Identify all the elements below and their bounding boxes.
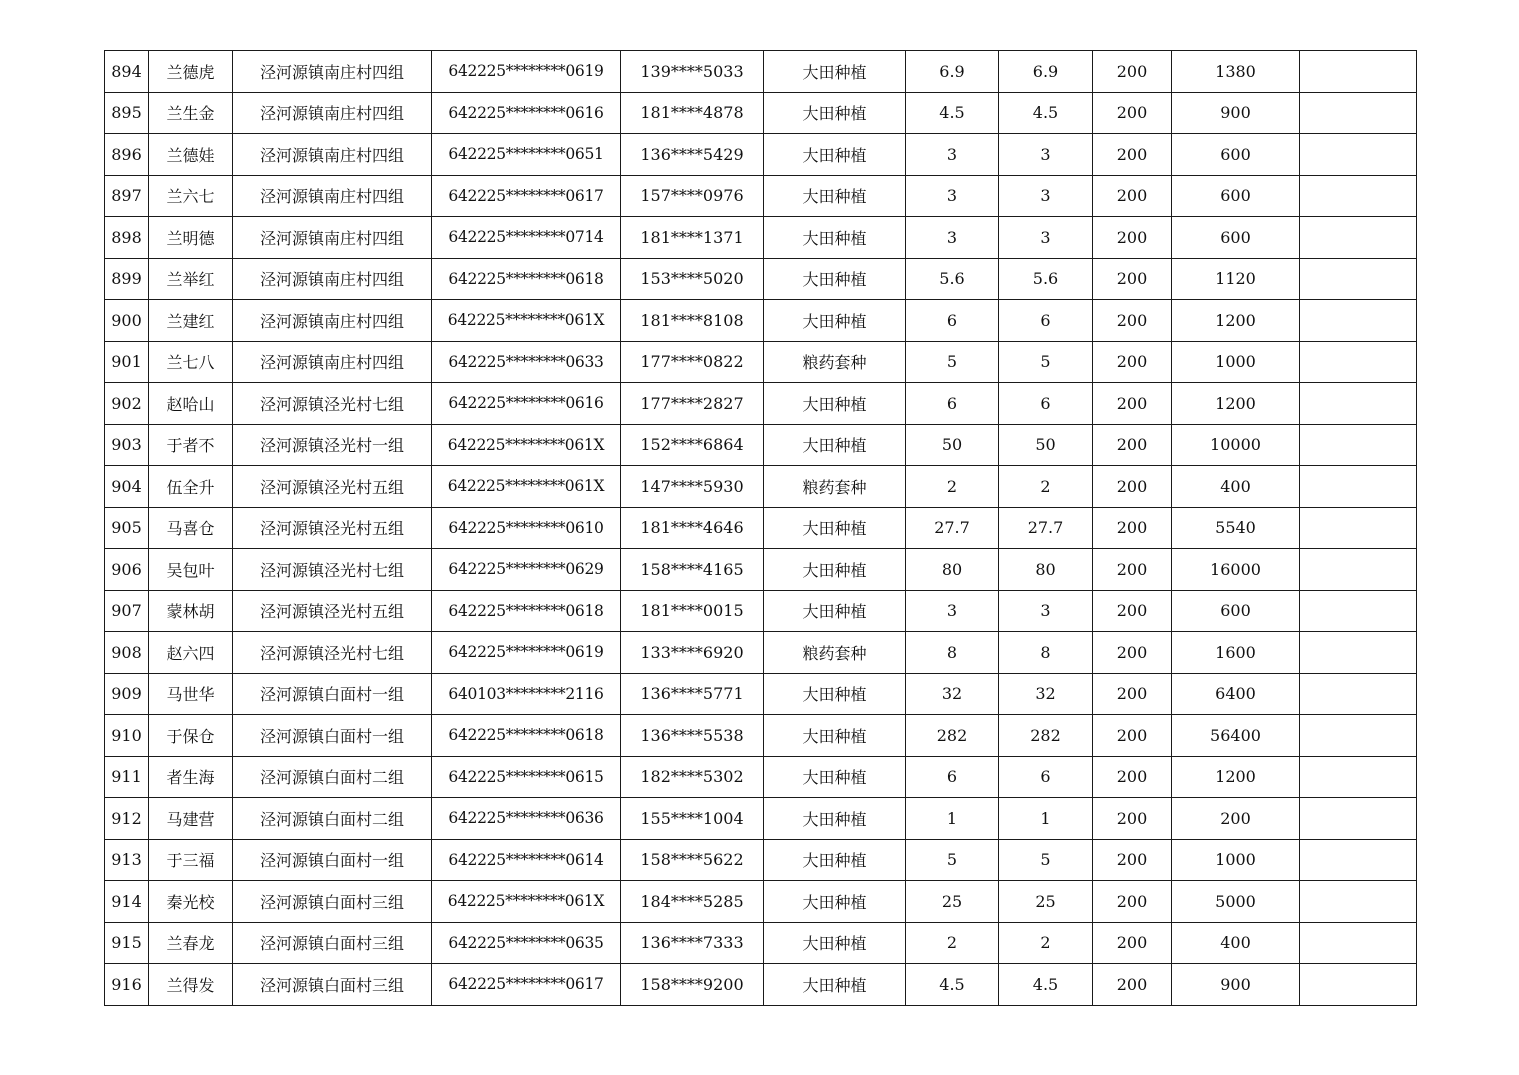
- cell-subsidy-amount: 5000: [1172, 881, 1300, 923]
- cell-index: 908: [105, 632, 149, 674]
- cell-address: 泾河源镇南庄村四组: [233, 217, 432, 259]
- cell-address: 泾河源镇南庄村四组: [233, 175, 432, 217]
- cell-name: 兰六七: [149, 175, 233, 217]
- cell-subsidy-rate: 200: [1093, 964, 1172, 1006]
- cell-remark: [1300, 341, 1417, 383]
- cell-verified-area: 5: [999, 839, 1093, 881]
- cell-planting-type: 大田种植: [764, 134, 906, 176]
- cell-phone: 153****5020: [621, 258, 764, 300]
- cell-id-number: 642225********0714: [432, 217, 621, 259]
- cell-address: 泾河源镇白面村二组: [233, 756, 432, 798]
- cell-planting-type: 大田种植: [764, 964, 906, 1006]
- cell-id-number: 642225********0617: [432, 175, 621, 217]
- cell-index: 912: [105, 798, 149, 840]
- cell-planting-type: 大田种植: [764, 839, 906, 881]
- cell-index: 914: [105, 881, 149, 923]
- cell-subsidy-rate: 200: [1093, 715, 1172, 757]
- cell-address: 泾河源镇南庄村四组: [233, 134, 432, 176]
- cell-remark: [1300, 798, 1417, 840]
- cell-verified-area: 5.6: [999, 258, 1093, 300]
- cell-id-number: 640103********2116: [432, 673, 621, 715]
- cell-verified-area: 3: [999, 175, 1093, 217]
- cell-name: 兰德娃: [149, 134, 233, 176]
- cell-id-number: 642225********0618: [432, 590, 621, 632]
- cell-address: 泾河源镇南庄村四组: [233, 51, 432, 93]
- cell-subsidy-rate: 200: [1093, 507, 1172, 549]
- cell-name: 赵哈山: [149, 383, 233, 425]
- cell-verified-area: 32: [999, 673, 1093, 715]
- cell-planting-type: 大田种植: [764, 175, 906, 217]
- cell-index: 907: [105, 590, 149, 632]
- cell-phone: 136****7333: [621, 922, 764, 964]
- table-row: [105, 632, 1417, 674]
- cell-address: 泾河源镇白面村三组: [233, 964, 432, 1006]
- cell-index: 899: [105, 258, 149, 300]
- cell-id-number: 642225********0610: [432, 507, 621, 549]
- cell-planting-type: 大田种植: [764, 383, 906, 425]
- cell-planting-type: 粮药套种: [764, 466, 906, 508]
- cell-address: 泾河源镇泾光村七组: [233, 632, 432, 674]
- cell-area: 3: [906, 590, 999, 632]
- cell-index: 904: [105, 466, 149, 508]
- cell-area: 3: [906, 175, 999, 217]
- cell-name: 马世华: [149, 673, 233, 715]
- cell-name: 于三福: [149, 839, 233, 881]
- cell-phone: 147****5930: [621, 466, 764, 508]
- cell-area: 6: [906, 756, 999, 798]
- cell-planting-type: 大田种植: [764, 673, 906, 715]
- cell-index: 896: [105, 134, 149, 176]
- cell-subsidy-amount: 600: [1172, 175, 1300, 217]
- cell-area: 5: [906, 839, 999, 881]
- cell-subsidy-amount: 600: [1172, 134, 1300, 176]
- cell-verified-area: 4.5: [999, 964, 1093, 1006]
- cell-area: 5: [906, 341, 999, 383]
- cell-phone: 182****5302: [621, 756, 764, 798]
- cell-address: 泾河源镇白面村二组: [233, 798, 432, 840]
- cell-area: 3: [906, 134, 999, 176]
- cell-remark: [1300, 424, 1417, 466]
- table-row: [105, 673, 1417, 715]
- cell-id-number: 642225********0651: [432, 134, 621, 176]
- cell-id-number: 642225********061X: [432, 300, 621, 342]
- cell-planting-type: 大田种植: [764, 51, 906, 93]
- cell-name: 兰七八: [149, 341, 233, 383]
- cell-verified-area: 1: [999, 798, 1093, 840]
- cell-address: 泾河源镇白面村三组: [233, 922, 432, 964]
- cell-name: 马建营: [149, 798, 233, 840]
- cell-id-number: 642225********0617: [432, 964, 621, 1006]
- cell-area: 8: [906, 632, 999, 674]
- cell-planting-type: 大田种植: [764, 756, 906, 798]
- cell-address: 泾河源镇泾光村七组: [233, 383, 432, 425]
- cell-index: 902: [105, 383, 149, 425]
- table-row: [105, 839, 1417, 881]
- cell-subsidy-rate: 200: [1093, 466, 1172, 508]
- cell-remark: [1300, 300, 1417, 342]
- cell-id-number: 642225********0618: [432, 258, 621, 300]
- cell-phone: 136****5538: [621, 715, 764, 757]
- cell-planting-type: 大田种植: [764, 715, 906, 757]
- cell-name: 兰举红: [149, 258, 233, 300]
- cell-subsidy-amount: 1200: [1172, 756, 1300, 798]
- cell-subsidy-amount: 600: [1172, 590, 1300, 632]
- cell-planting-type: 大田种植: [764, 798, 906, 840]
- cell-area: 1: [906, 798, 999, 840]
- cell-verified-area: 27.7: [999, 507, 1093, 549]
- cell-phone: 177****0822: [621, 341, 764, 383]
- cell-index: 898: [105, 217, 149, 259]
- table-row: [105, 466, 1417, 508]
- cell-remark: [1300, 632, 1417, 674]
- cell-id-number: 642225********061X: [432, 881, 621, 923]
- cell-verified-area: 80: [999, 549, 1093, 591]
- cell-subsidy-amount: 200: [1172, 798, 1300, 840]
- cell-subsidy-amount: 56400: [1172, 715, 1300, 757]
- cell-remark: [1300, 590, 1417, 632]
- cell-address: 泾河源镇南庄村四组: [233, 300, 432, 342]
- cell-remark: [1300, 756, 1417, 798]
- cell-verified-area: 4.5: [999, 92, 1093, 134]
- cell-area: 4.5: [906, 964, 999, 1006]
- cell-subsidy-amount: 1200: [1172, 383, 1300, 425]
- cell-subsidy-rate: 200: [1093, 92, 1172, 134]
- table-row: [105, 922, 1417, 964]
- cell-index: 903: [105, 424, 149, 466]
- cell-subsidy-amount: 900: [1172, 92, 1300, 134]
- cell-remark: [1300, 507, 1417, 549]
- table-row: [105, 964, 1417, 1006]
- cell-id-number: 642225********061X: [432, 466, 621, 508]
- cell-address: 泾河源镇南庄村四组: [233, 92, 432, 134]
- cell-planting-type: 大田种植: [764, 549, 906, 591]
- table-row: [105, 341, 1417, 383]
- cell-index: 900: [105, 300, 149, 342]
- cell-subsidy-amount: 900: [1172, 964, 1300, 1006]
- cell-area: 2: [906, 466, 999, 508]
- cell-name: 吴包叶: [149, 549, 233, 591]
- cell-address: 泾河源镇泾光村五组: [233, 507, 432, 549]
- cell-area: 4.5: [906, 92, 999, 134]
- cell-subsidy-amount: 6400: [1172, 673, 1300, 715]
- cell-name: 兰建红: [149, 300, 233, 342]
- cell-index: 913: [105, 839, 149, 881]
- cell-subsidy-rate: 200: [1093, 51, 1172, 93]
- cell-area: 3: [906, 217, 999, 259]
- cell-planting-type: 大田种植: [764, 881, 906, 923]
- cell-address: 泾河源镇南庄村四组: [233, 258, 432, 300]
- table-row: [105, 258, 1417, 300]
- cell-id-number: 642225********0616: [432, 92, 621, 134]
- cell-index: 905: [105, 507, 149, 549]
- cell-planting-type: 粮药套种: [764, 341, 906, 383]
- cell-verified-area: 282: [999, 715, 1093, 757]
- cell-remark: [1300, 134, 1417, 176]
- cell-id-number: 642225********061X: [432, 424, 621, 466]
- cell-index: 909: [105, 673, 149, 715]
- cell-planting-type: 大田种植: [764, 424, 906, 466]
- cell-address: 泾河源镇南庄村四组: [233, 341, 432, 383]
- cell-name: 蒙林胡: [149, 590, 233, 632]
- cell-name: 伍全升: [149, 466, 233, 508]
- cell-remark: [1300, 466, 1417, 508]
- cell-subsidy-rate: 200: [1093, 383, 1172, 425]
- cell-phone: 158****5622: [621, 839, 764, 881]
- table-row: [105, 507, 1417, 549]
- cell-planting-type: 大田种植: [764, 507, 906, 549]
- cell-remark: [1300, 383, 1417, 425]
- cell-subsidy-rate: 200: [1093, 300, 1172, 342]
- data-table: [104, 50, 1417, 1006]
- cell-index: 895: [105, 92, 149, 134]
- cell-phone: 136****5429: [621, 134, 764, 176]
- cell-remark: [1300, 51, 1417, 93]
- cell-verified-area: 2: [999, 466, 1093, 508]
- cell-subsidy-rate: 200: [1093, 673, 1172, 715]
- cell-remark: [1300, 217, 1417, 259]
- cell-area: 6: [906, 383, 999, 425]
- cell-area: 27.7: [906, 507, 999, 549]
- cell-area: 6.9: [906, 51, 999, 93]
- table-row: [105, 92, 1417, 134]
- cell-address: 泾河源镇白面村一组: [233, 673, 432, 715]
- table-row: [105, 134, 1417, 176]
- cell-address: 泾河源镇白面村一组: [233, 715, 432, 757]
- cell-subsidy-rate: 200: [1093, 590, 1172, 632]
- cell-name: 兰春龙: [149, 922, 233, 964]
- cell-remark: [1300, 922, 1417, 964]
- cell-phone: 133****6920: [621, 632, 764, 674]
- cell-index: 897: [105, 175, 149, 217]
- cell-planting-type: 大田种植: [764, 300, 906, 342]
- cell-area: 5.6: [906, 258, 999, 300]
- cell-name: 赵六四: [149, 632, 233, 674]
- cell-subsidy-amount: 600: [1172, 217, 1300, 259]
- cell-address: 泾河源镇泾光村七组: [233, 549, 432, 591]
- cell-id-number: 642225********0633: [432, 341, 621, 383]
- cell-subsidy-amount: 1600: [1172, 632, 1300, 674]
- table-row: [105, 51, 1417, 93]
- cell-subsidy-rate: 200: [1093, 341, 1172, 383]
- cell-subsidy-rate: 200: [1093, 549, 1172, 591]
- cell-address: 泾河源镇泾光村五组: [233, 590, 432, 632]
- cell-area: 50: [906, 424, 999, 466]
- cell-remark: [1300, 673, 1417, 715]
- table-row: [105, 175, 1417, 217]
- cell-verified-area: 6: [999, 383, 1093, 425]
- table-row: [105, 549, 1417, 591]
- cell-id-number: 642225********0615: [432, 756, 621, 798]
- cell-subsidy-amount: 5540: [1172, 507, 1300, 549]
- cell-name: 兰得发: [149, 964, 233, 1006]
- cell-verified-area: 8: [999, 632, 1093, 674]
- cell-phone: 139****5033: [621, 51, 764, 93]
- cell-subsidy-rate: 200: [1093, 134, 1172, 176]
- cell-remark: [1300, 175, 1417, 217]
- cell-name: 马喜仓: [149, 507, 233, 549]
- cell-subsidy-amount: 1120: [1172, 258, 1300, 300]
- table-row: [105, 715, 1417, 757]
- cell-index: 910: [105, 715, 149, 757]
- cell-verified-area: 3: [999, 590, 1093, 632]
- table-row: [105, 217, 1417, 259]
- cell-id-number: 642225********0619: [432, 632, 621, 674]
- cell-index: 916: [105, 964, 149, 1006]
- cell-subsidy-rate: 200: [1093, 175, 1172, 217]
- cell-area: 6: [906, 300, 999, 342]
- cell-subsidy-amount: 400: [1172, 922, 1300, 964]
- cell-remark: [1300, 549, 1417, 591]
- cell-id-number: 642225********0616: [432, 383, 621, 425]
- cell-verified-area: 6: [999, 300, 1093, 342]
- cell-subsidy-rate: 200: [1093, 258, 1172, 300]
- cell-planting-type: 大田种植: [764, 92, 906, 134]
- cell-index: 906: [105, 549, 149, 591]
- table-row: [105, 798, 1417, 840]
- cell-name: 者生海: [149, 756, 233, 798]
- cell-subsidy-amount: 1200: [1172, 300, 1300, 342]
- cell-phone: 155****1004: [621, 798, 764, 840]
- cell-phone: 181****0015: [621, 590, 764, 632]
- cell-index: 911: [105, 756, 149, 798]
- cell-subsidy-amount: 400: [1172, 466, 1300, 508]
- cell-area: 25: [906, 881, 999, 923]
- cell-name: 于保仓: [149, 715, 233, 757]
- cell-subsidy-rate: 200: [1093, 424, 1172, 466]
- table-row: [105, 383, 1417, 425]
- cell-verified-area: 6.9: [999, 51, 1093, 93]
- cell-subsidy-amount: 1000: [1172, 341, 1300, 383]
- cell-name: 秦光校: [149, 881, 233, 923]
- table-row: [105, 424, 1417, 466]
- cell-remark: [1300, 92, 1417, 134]
- cell-verified-area: 25: [999, 881, 1093, 923]
- cell-phone: 181****4646: [621, 507, 764, 549]
- cell-address: 泾河源镇白面村一组: [233, 839, 432, 881]
- cell-subsidy-rate: 200: [1093, 839, 1172, 881]
- cell-subsidy-amount: 1380: [1172, 51, 1300, 93]
- cell-subsidy-rate: 200: [1093, 922, 1172, 964]
- cell-phone: 181****4878: [621, 92, 764, 134]
- cell-subsidy-amount: 1000: [1172, 839, 1300, 881]
- cell-phone: 181****1371: [621, 217, 764, 259]
- cell-index: 894: [105, 51, 149, 93]
- cell-area: 282: [906, 715, 999, 757]
- table-row: [105, 756, 1417, 798]
- cell-phone: 136****5771: [621, 673, 764, 715]
- cell-verified-area: 50: [999, 424, 1093, 466]
- cell-phone: 152****6864: [621, 424, 764, 466]
- cell-planting-type: 大田种植: [764, 590, 906, 632]
- cell-subsidy-rate: 200: [1093, 798, 1172, 840]
- cell-planting-type: 粮药套种: [764, 632, 906, 674]
- cell-phone: 158****9200: [621, 964, 764, 1006]
- cell-verified-area: 3: [999, 217, 1093, 259]
- cell-subsidy-rate: 200: [1093, 756, 1172, 798]
- cell-phone: 177****2827: [621, 383, 764, 425]
- cell-remark: [1300, 881, 1417, 923]
- cell-id-number: 642225********0636: [432, 798, 621, 840]
- cell-remark: [1300, 258, 1417, 300]
- cell-address: 泾河源镇泾光村一组: [233, 424, 432, 466]
- cell-subsidy-amount: 16000: [1172, 549, 1300, 591]
- cell-address: 泾河源镇泾光村五组: [233, 466, 432, 508]
- cell-verified-area: 2: [999, 922, 1093, 964]
- cell-area: 80: [906, 549, 999, 591]
- cell-phone: 184****5285: [621, 881, 764, 923]
- cell-remark: [1300, 715, 1417, 757]
- cell-verified-area: 3: [999, 134, 1093, 176]
- cell-planting-type: 大田种植: [764, 258, 906, 300]
- cell-phone: 181****8108: [621, 300, 764, 342]
- cell-remark: [1300, 964, 1417, 1006]
- cell-index: 915: [105, 922, 149, 964]
- cell-verified-area: 5: [999, 341, 1093, 383]
- cell-index: 901: [105, 341, 149, 383]
- cell-subsidy-rate: 200: [1093, 217, 1172, 259]
- cell-name: 兰明德: [149, 217, 233, 259]
- cell-id-number: 642225********0635: [432, 922, 621, 964]
- table-row: [105, 881, 1417, 923]
- cell-remark: [1300, 839, 1417, 881]
- cell-id-number: 642225********0619: [432, 51, 621, 93]
- cell-planting-type: 大田种植: [764, 922, 906, 964]
- cell-subsidy-rate: 200: [1093, 632, 1172, 674]
- cell-verified-area: 6: [999, 756, 1093, 798]
- cell-subsidy-rate: 200: [1093, 881, 1172, 923]
- cell-name: 兰德虎: [149, 51, 233, 93]
- cell-subsidy-amount: 10000: [1172, 424, 1300, 466]
- table-row: [105, 300, 1417, 342]
- cell-name: 兰生金: [149, 92, 233, 134]
- cell-phone: 158****4165: [621, 549, 764, 591]
- cell-id-number: 642225********0614: [432, 839, 621, 881]
- table-row: [105, 590, 1417, 632]
- cell-area: 2: [906, 922, 999, 964]
- cell-id-number: 642225********0618: [432, 715, 621, 757]
- cell-address: 泾河源镇白面村三组: [233, 881, 432, 923]
- cell-area: 32: [906, 673, 999, 715]
- cell-planting-type: 大田种植: [764, 217, 906, 259]
- cell-name: 于者不: [149, 424, 233, 466]
- cell-id-number: 642225********0629: [432, 549, 621, 591]
- cell-phone: 157****0976: [621, 175, 764, 217]
